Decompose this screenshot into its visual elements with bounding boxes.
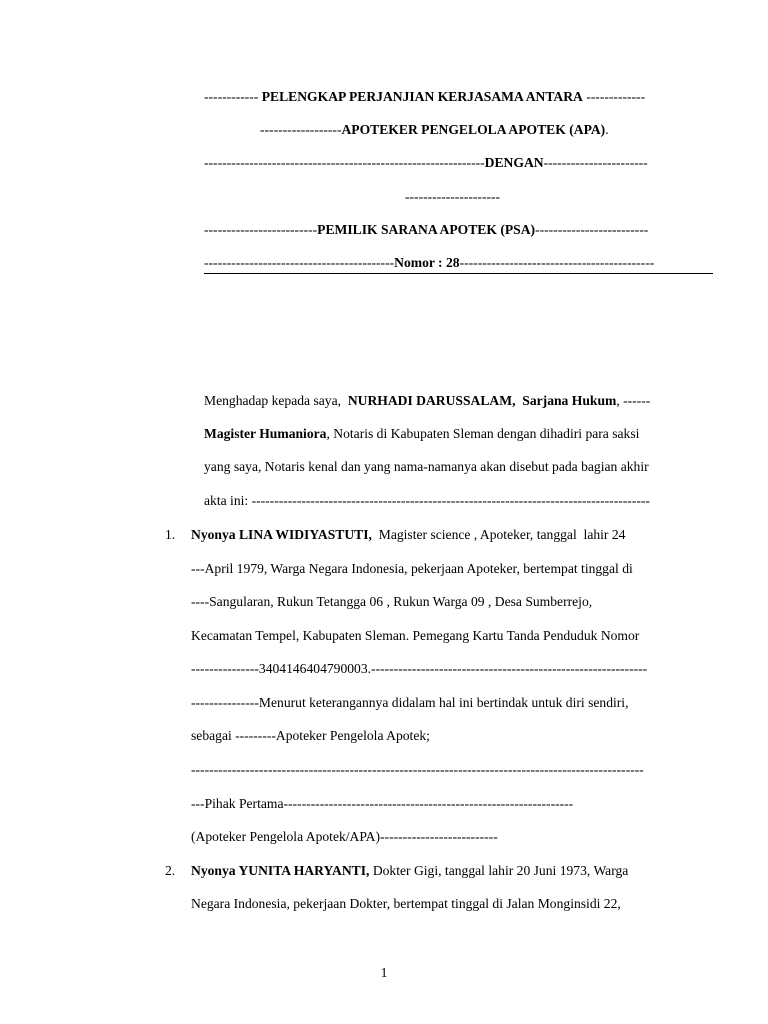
party-2-number: 2. bbox=[165, 863, 176, 878]
party-1-name: Nyonya LINA WIDIYASTUTI, bbox=[191, 527, 372, 542]
party-1-line-9: ---Pihak Pertama---------------------------------------------------------------- bbox=[191, 796, 574, 811]
header-line-3 bbox=[204, 155, 648, 171]
punct: . bbox=[605, 122, 609, 137]
title-agreement: PELENGKAP PERJANJIAN KERJASAMA ANTARA bbox=[261, 89, 583, 104]
header-underline bbox=[204, 273, 713, 274]
party-1-line-3: ----Sangularan, Rukun Tetangga 06 , Rukun Warga 09 , Desa Sumberrejo, bbox=[191, 594, 593, 609]
party-1-line-6: ---------------Menurut keterangannya didalam hal ini bertindak untuk diri sendiri, bbox=[191, 695, 629, 710]
header-line-4: --------------------- bbox=[405, 189, 501, 204]
dash-fill: -------------------------------------------------------------- bbox=[204, 155, 485, 170]
party-1-line-5: ---------------3404146404790003.------------------------------------------------------------- bbox=[191, 661, 648, 676]
header-line-5 bbox=[204, 222, 648, 238]
header-line-1 bbox=[204, 89, 645, 105]
intro-line-3: yang saya, Notaris kenal dan yang nama-namanya akan disebut pada bagian akhir bbox=[204, 459, 649, 474]
intro-text: Menghadap kepada saya, bbox=[204, 393, 348, 408]
intro-line-1 bbox=[204, 393, 650, 409]
dash-fill: ------------------------------------------ bbox=[204, 255, 395, 270]
party-1-number: 1. bbox=[165, 527, 176, 542]
dash-fill: , ------ bbox=[616, 393, 651, 408]
header-line-6 bbox=[204, 255, 654, 271]
header-line-2 bbox=[260, 122, 609, 138]
party-1-line-2: ---April 1979, Warga Negara Indonesia, pekerjaan Apoteker, bertempat tinggal di bbox=[191, 561, 633, 576]
title-apa: APOTEKER PENGELOLA APOTEK (APA) bbox=[341, 122, 606, 137]
notary-title: Magister Humaniora bbox=[204, 426, 327, 441]
intro-line-2 bbox=[204, 426, 639, 442]
title-dengan: DENGAN bbox=[484, 155, 544, 170]
document-number: Nomor : 28 bbox=[394, 255, 460, 270]
dash-fill: ------------ bbox=[204, 89, 262, 104]
intro-text: , Notaris di Kabupaten Sleman dengan dihadiri para saksi bbox=[326, 426, 640, 441]
page-number: 1 bbox=[380, 965, 388, 980]
party-2-line-1 bbox=[191, 863, 628, 879]
dash-fill: ------------------------------------------- bbox=[459, 255, 655, 270]
party-1-line-8: ---------------------------------------------------------------------------------------------------- bbox=[191, 762, 644, 777]
dash-fill: ------------- bbox=[582, 89, 646, 104]
dash-fill: ------------------------- bbox=[204, 222, 318, 237]
title-psa: PEMILIK SARANA APOTEK (PSA) bbox=[317, 222, 536, 237]
party-1-line-7: sebagai ---------Apoteker Pengelola Apotek; bbox=[191, 728, 430, 743]
dash-fill: ------------------------- bbox=[535, 222, 649, 237]
party-1-line-10: (Apoteker Pengelola Apotek/APA)-------------------------- bbox=[191, 829, 498, 844]
party-1-line-1 bbox=[191, 527, 625, 543]
dash-fill: ------------------ bbox=[260, 122, 342, 137]
dash-fill: ----------------------- bbox=[543, 155, 648, 170]
party-2-name: Nyonya YUNITA HARYANTI, bbox=[191, 863, 370, 878]
party-1-line-4: Kecamatan Tempel, Kabupaten Sleman. Pemegang Kartu Tanda Penduduk Nomor bbox=[191, 628, 640, 643]
party-1-text: Magister science , Apoteker, tanggal lahir 24 bbox=[371, 527, 626, 542]
party-2-line-2: Negara Indonesia, pekerjaan Dokter, bertempat tinggal di Jalan Monginsidi 22, bbox=[191, 896, 621, 911]
intro-line-4: akta ini: ---------------------------------------------------------------------------------------- bbox=[204, 493, 650, 508]
notary-name: NURHADI DARUSSALAM, Sarjana Hukum bbox=[347, 393, 617, 408]
party-2-text: Dokter Gigi, tanggal lahir 20 Juni 1973, Warga bbox=[369, 863, 629, 878]
